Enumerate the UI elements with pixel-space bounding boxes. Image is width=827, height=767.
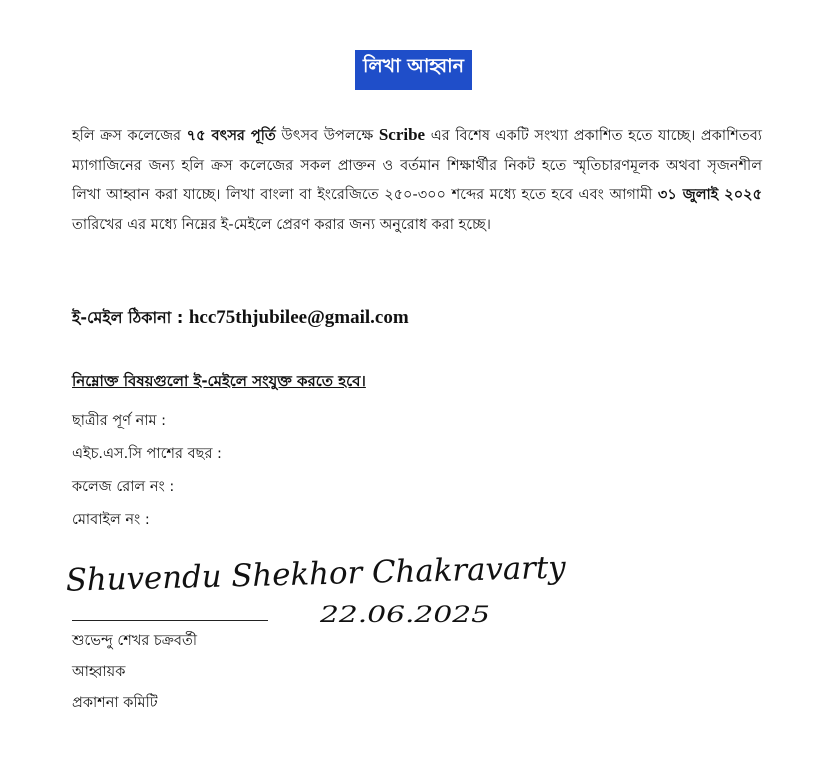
signature-date-script: 22.06.2025 [318, 603, 490, 628]
field-hsc-year: এইচ.এস.সি পাশের বছর : [72, 446, 222, 462]
signature-line [72, 620, 268, 621]
email-label: ই-মেইল ঠিকানা : [72, 308, 189, 327]
signatory-committee: প্রকাশনা কমিটি [72, 695, 158, 711]
signatory-role: আহ্বায়ক [72, 664, 126, 680]
para-scribe-bold: Scribe [378, 125, 426, 144]
para-text-1: হলি ক্রস কলেজের [72, 128, 187, 144]
page-title: লিখা আহ্বান [355, 50, 472, 90]
handwritten-signature [62, 548, 582, 628]
required-fields-list [72, 405, 222, 537]
signature-name-script: Shuvendu Shekhor Chakravarty [65, 549, 570, 599]
para-jubilee-bold: ৭৫ বৎসর পূর্তি [186, 128, 276, 144]
field-college-roll: কলেজ রোল নং : [72, 479, 175, 495]
attachments-heading: নিম্নোক্ত বিষয়গুলো ই-মেইলে সংযুক্ত করতে হবে। [72, 372, 366, 390]
para-deadline-bold: ৩১ জুলাই ২০২৫ [657, 187, 762, 203]
email-row [72, 305, 409, 332]
para-text-2: উৎসব উপলক্ষে [275, 128, 379, 144]
para-text-4: তারিখের এর মধ্যে নিম্নের ই-মেইলে প্রেরণ করার জন্য অনুরোধ করা হচ্ছে। [72, 216, 491, 233]
invitation-paragraph [72, 120, 762, 240]
signatory-name: শুভেন্দু শেখর চক্রবর্তী [72, 633, 197, 649]
signatory-block [72, 626, 197, 719]
email-address: hcc75thjubilee@gmail.com [188, 307, 409, 328]
para-text-3: এর বিশেষ একটি সংখ্যা প্রকাশিত হতে যাচ্ছে। প্রকাশিতব্য ম্যাগাজিনের জন্য হলি ক্রস কলেজের সকল প্রাক্তন ও বর্তমান শিক্ষার্থীর নিকট হতে স্মৃতিচারণমূলক অথবা সৃজনশীল লিখা আহ্বান করা যাচ্ছে। লিখা বাংলা বা ইংরেজিতে ২৫০-৩০০ শব্দের মধ্যে হতে হবে এবং আগামী [72, 128, 762, 203]
heading-wrapper [0, 50, 827, 90]
field-student-name: ছাত্রীর পূর্ণ নাম : [72, 413, 167, 429]
field-mobile: মোবাইল নং : [72, 512, 150, 528]
